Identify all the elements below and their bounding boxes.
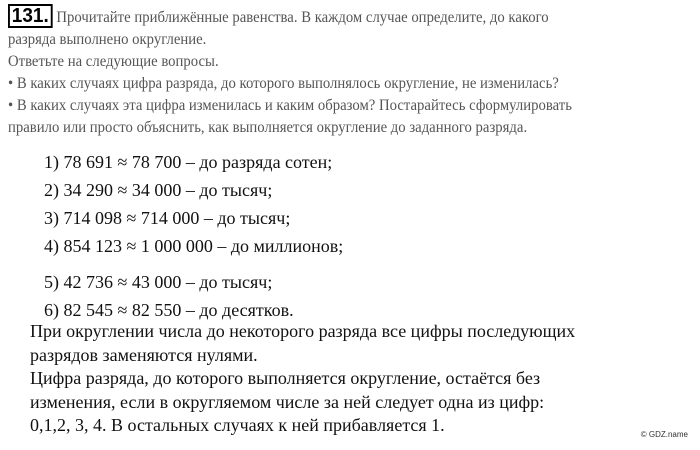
task-number: 131. bbox=[8, 4, 53, 28]
task-line: Ответьте на следующие вопросы. bbox=[8, 53, 219, 70]
task-line bbox=[8, 4, 664, 29]
answer-item: 5) 42 736 ≈ 43 000 – до тысяч; bbox=[44, 272, 273, 292]
rule-line: изменения, если в округляемом числе за ней следует одна из цифр: bbox=[30, 391, 545, 412]
task-line: • В каких случаях эта цифра изменилась и каким образом? Постарайтесь сформулировать bbox=[8, 97, 572, 114]
task-line: • В каких случаях цифра разряда, до которого выполнялось округление, не изменилась? bbox=[8, 75, 559, 92]
task-text: Прочитайте приближённые равенства. В каждом случае определите, до какого bbox=[56, 9, 549, 26]
answer-item: 2) 34 290 ≈ 34 000 – до тысяч; bbox=[44, 180, 273, 200]
rule-line: Цифра разряда, до которого выполняется округление, остаётся без bbox=[30, 368, 541, 388]
answer-item: 1) 78 691 ≈ 78 700 – до разряда сотен; bbox=[44, 152, 333, 172]
answer-item: 6) 82 545 ≈ 82 550 – до десятков. bbox=[44, 300, 294, 320]
answer-item: 4) 854 123 ≈ 1 000 000 – до миллионов; bbox=[44, 236, 344, 256]
task-line: правило или просто объяснить, как выполняется округление до заданного разряда. bbox=[8, 119, 528, 136]
task-statement bbox=[8, 4, 664, 139]
task-line: разряда выполнено округление. bbox=[8, 31, 207, 48]
rule-line: разрядов заменяются нулями. bbox=[30, 344, 258, 365]
copyright: © GDZ.name bbox=[640, 430, 688, 439]
rule-line: 0,1,2, 3, 4. В остальных случаях к ней прибавляется 1. bbox=[30, 415, 445, 435]
spacer bbox=[44, 260, 343, 268]
answer-list bbox=[44, 148, 343, 324]
answer-item: 3) 714 098 ≈ 714 000 – до тысяч; bbox=[44, 208, 291, 228]
rule-text bbox=[30, 320, 700, 438]
rule-line: При округлении числа до некоторого разряда все цифры последующих bbox=[30, 321, 576, 341]
